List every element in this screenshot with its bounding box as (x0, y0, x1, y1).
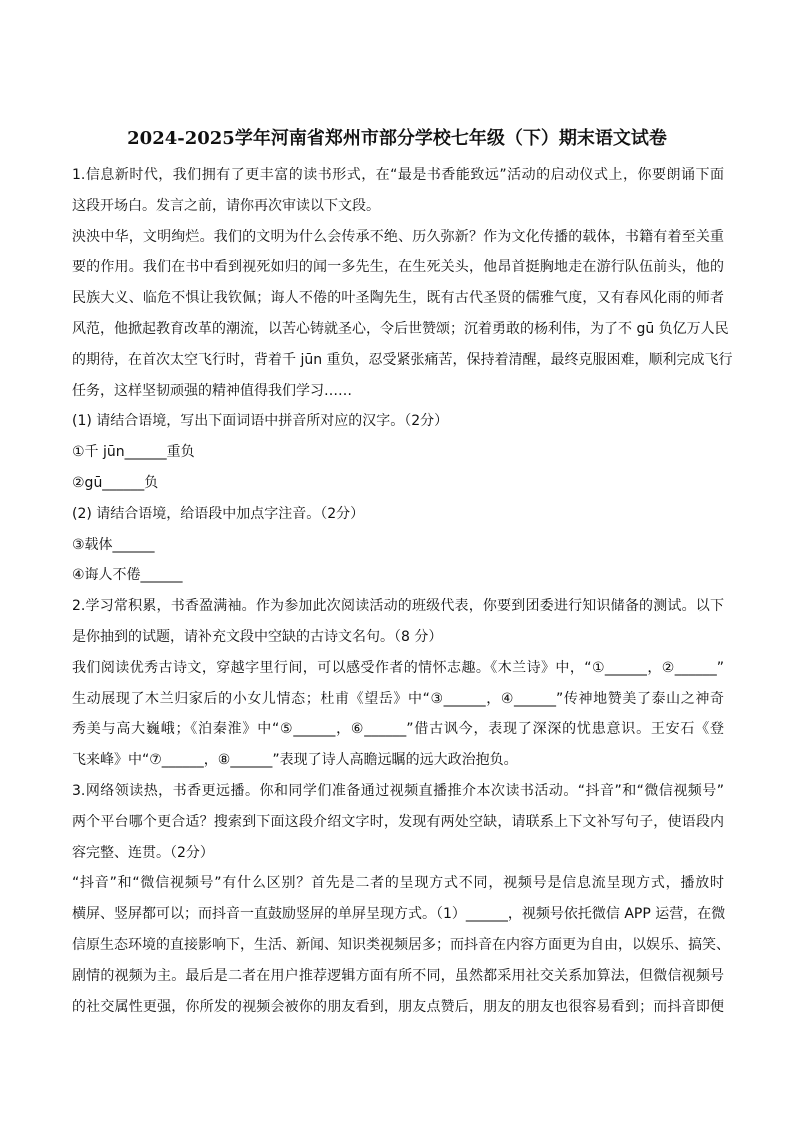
text-line: 的期待，在首次太空飞行时，背着千 jūn 重负，忍受紧张痛苦，保持着清醒，最终克服困难，顺利完成飞行 (72, 351, 733, 368)
text-line: 要的作用。我们在书中看到视死如归的闻一多先生，在生死关头，他昂首挺胸地走在游行队伍前头，他的 (72, 259, 724, 276)
text-line: 信原生态环境的直接影响下，生活、新闻、知识类视频居多；而抖音在内容方面更为自由，以娱乐、搞笑、 (72, 936, 730, 953)
text-line: (1) 请结合语境，写出下面词语中拼音所对应的汉字。（2分） (72, 413, 449, 430)
text-line: 的社交属性更强，你所发的视频会被你的朋友看到，朋友点赞后，朋友的朋友也很容易看到；而抖音即便 (72, 998, 724, 1015)
text-line: “抖音”和“微信视频号”有什么区别？首先是二者的呈现方式不同，视频号是信息流呈现方式，播放时 (72, 875, 724, 892)
text-line: 剧情的视频为主。最后是二者在用户推荐逻辑方面有所不同，虽然都采用社交关系加算法，但微信视频号 (72, 967, 724, 984)
text-line: 两个平台哪个更合适？搜索到下面这段介绍文字时，发现有两处空缺，请联系上下文补写句子，使语段内 (72, 813, 724, 830)
text-line: 我们阅读优秀古诗文，穿越字里行间，可以感受作者的情怀志趣。《木兰诗》中，“①______，②______” (72, 659, 724, 676)
question-body (72, 160, 733, 1022)
text-line: ①千 jūn______重负 (72, 444, 195, 461)
text-line: 3.网络领读热，书香更远播。你和同学们准备通过视频直播推介本次读书活动。“抖音”和“微信视频号” (72, 782, 724, 799)
text-line: 风范，他掀起教育改革的潮流，以苦心铸就圣心，令后世赞颂；沉着勇敢的杨利伟，为了不 gū 负亿万人民 (72, 320, 729, 337)
text-line: 1.信息新时代，我们拥有了更丰富的读书形式，在“最是书香能致远”活动的启动仪式上，你要朗诵下面 (72, 167, 724, 183)
text-line: ②gū______负 (72, 474, 159, 491)
text-line: (2) 请结合语境，给语段中加点字注音。（2分） (72, 505, 365, 522)
text-line: ③载体______ (72, 536, 155, 553)
text-line: 泱泱中华，文明绚烂。我们的文明为什么会传承不绝、历久弥新？作为文化传播的载体，书籍有着至关重 (72, 228, 724, 245)
text-line: 是你抽到的试题，请补充文段中空缺的古诗文名句。（8 分） (72, 628, 443, 645)
text-line: 2.学习常积累，书香盈满袖。作为参加此次阅读活动的班级代表，你要到团委进行知识储备的测试。以下 (72, 598, 724, 615)
text-line: 这段开场白。发言之前，请你再次审读以下文段。 (72, 197, 380, 214)
text-line: 生动展现了木兰归家后的小女儿情态；杜甫《望岳》中“③______，④______”传神地赞美了泰山之神奇 (72, 690, 724, 707)
text-line: 横屏、竖屏都可以；而抖音一直鼓励竖屏的单屏呈现方式。（1）______，视频号依托微信 APP 运营，在微 (72, 906, 726, 923)
exam-title: 2024-2025学年河南省郑州市部分学校七年级（下）期末语文试卷 (127, 128, 667, 149)
text-line: ④诲人不倦______ (72, 567, 183, 584)
text-line: 任务，这样坚韧顽强的精神值得我们学习…… (72, 382, 352, 399)
text-line: 飞来峰》中“⑦______，⑧______”表现了诗人高瞻远瞩的远大政治抱负。 (72, 752, 518, 769)
text-line: 秀美与高大巍峨；《泊秦淮》中“⑤______，⑥______”借古讽今，表现了深深的忧患意识。王安石《登 (72, 721, 724, 738)
text-line: 容完整、连贯。（2分） (72, 844, 214, 861)
text-line: 民族大义、临危不惧让我钦佩；诲人不倦的叶圣陶先生，既有古代圣贤的儒雅气度，又有春风化雨的师者 (72, 290, 724, 307)
